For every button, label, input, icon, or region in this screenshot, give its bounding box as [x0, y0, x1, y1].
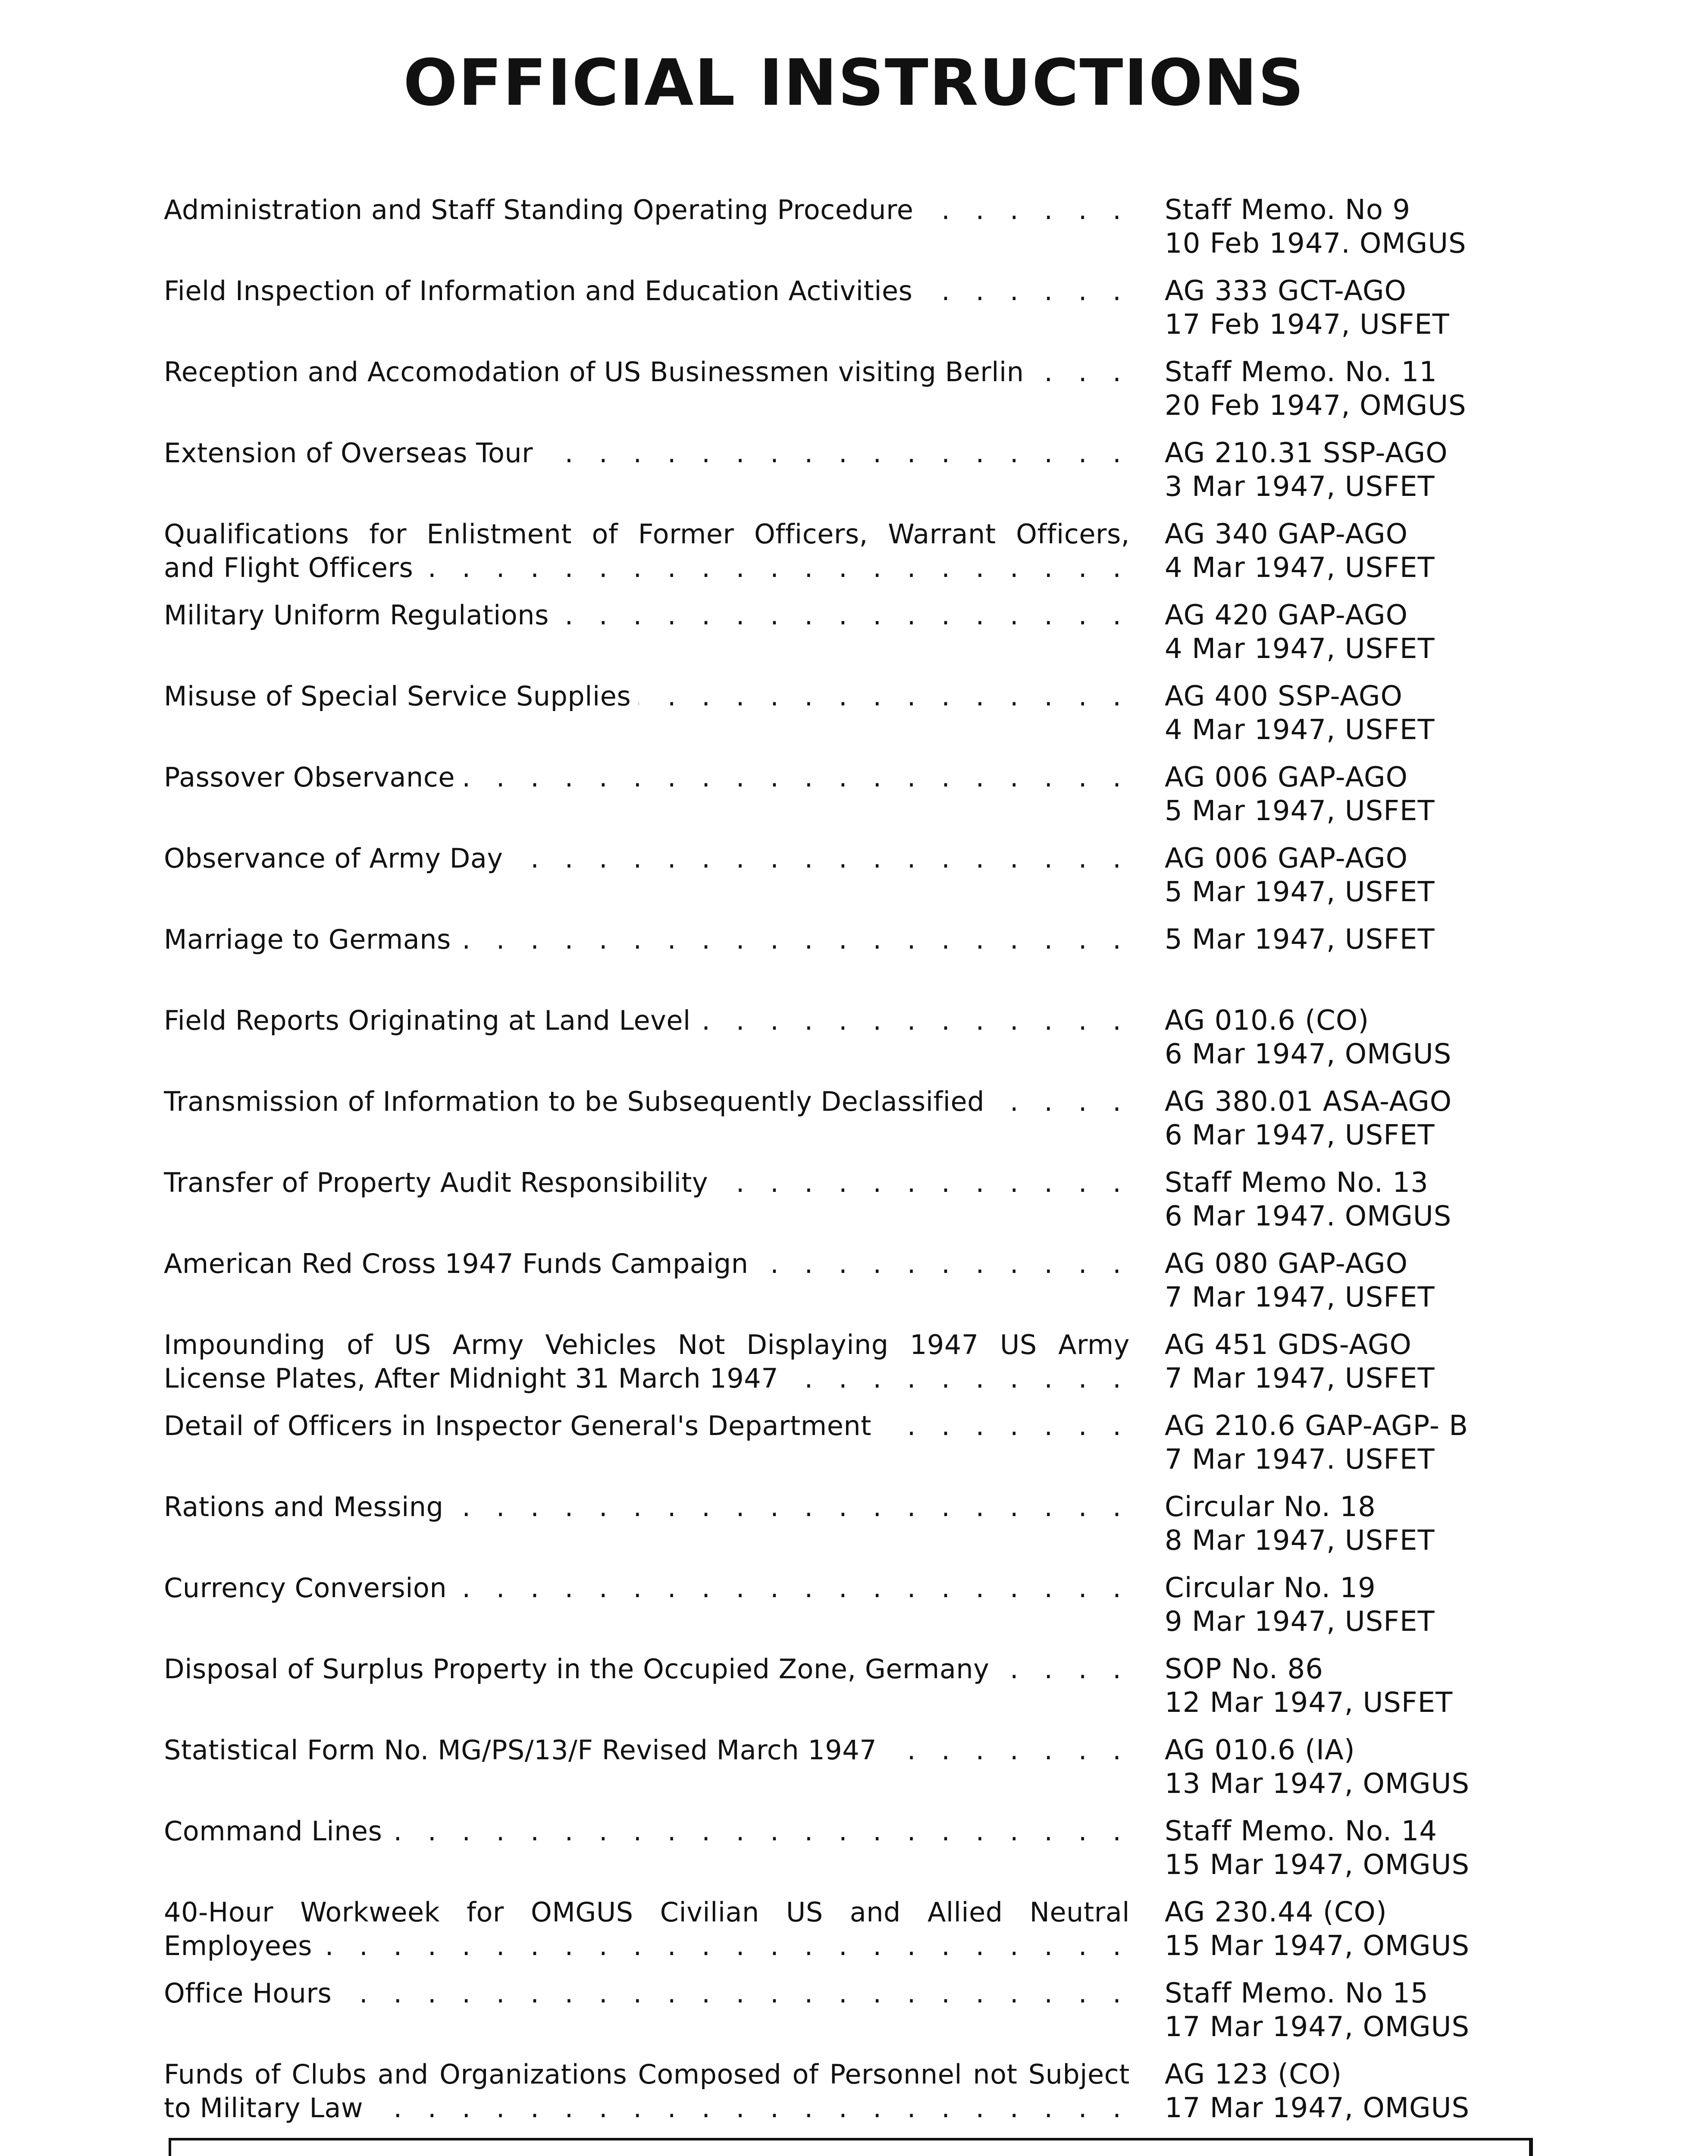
instruction-reference-line: 8 Mar 1947, USFET [1165, 1525, 1435, 1557]
instruction-reference [1165, 1571, 1596, 1639]
instruction-reference-line: AG 010.6 (CO) [1165, 1005, 1370, 1037]
instruction-subject [164, 355, 1130, 389]
instruction-reference-line: AG 123 (CO) [1165, 2059, 1342, 2090]
instruction-subject-line: Funds of Clubs and Organizations Composed of Personnel not Subject [164, 2059, 1130, 2090]
instruction-reference-line: 9 Mar 1947, USFET [1165, 1606, 1435, 1638]
instruction-reference-line: 7 Mar 1947, USFET [1165, 1282, 1435, 1313]
instruction-subject-text: Transfer of Property Audit Responsibility [164, 1167, 716, 1198]
instruction-subject-text: Extension of Overseas Tour [164, 437, 541, 469]
instruction-subject [164, 1004, 1130, 1037]
instruction-subject [164, 517, 1130, 585]
instruction-entry [164, 1977, 1639, 2044]
instruction-subject [164, 1085, 1130, 1119]
instruction-subject-text: Transmission of Information to be Subsequently Declassified [164, 1086, 992, 1117]
instruction-reference-line: AG 080 GAP-AGO [1165, 1248, 1408, 1280]
instruction-entry [164, 923, 1639, 990]
instruction-reference [1165, 1328, 1596, 1395]
instruction-reference [1165, 923, 1596, 956]
instruction-reference-line: Circular No. 19 [1165, 1572, 1376, 1604]
instruction-reference-line: 12 Mar 1947, USFET [1165, 1687, 1453, 1719]
instruction-reference [1165, 2058, 1596, 2125]
instruction-reference-line: 20 Feb 1947, OMGUS [1165, 390, 1467, 422]
instruction-subject [164, 1571, 1130, 1605]
instruction-entry [164, 355, 1639, 423]
instruction-entry [164, 1733, 1639, 1801]
instruction-reference-line: 15 Mar 1947, OMGUS [1165, 1930, 1470, 1962]
instruction-reference [1165, 1814, 1596, 1882]
instruction-reference-line: 7 Mar 1947, USFET [1165, 1363, 1435, 1395]
instruction-entry [164, 1328, 1639, 1395]
instruction-reference-line: AG 010.6 (IA) [1165, 1734, 1355, 1766]
instruction-subject-line: Qualifications for Enlistment of Former Officers, Warrant Officers, [164, 518, 1130, 550]
instruction-subject-leader [164, 1004, 1130, 1037]
instruction-subject-leader [164, 1247, 1130, 1281]
instruction-reference [1165, 842, 1596, 909]
instruction-subject-leader [164, 355, 1130, 389]
notice-box [169, 2138, 1533, 2156]
instruction-reference [1165, 1733, 1596, 1801]
instruction-entry [164, 274, 1639, 342]
instruction-entry [164, 1166, 1639, 1233]
instruction-reference [1165, 1247, 1596, 1314]
instruction-subject-text: Misuse of Special Service Supplies [164, 680, 639, 712]
instruction-subject [164, 761, 1130, 794]
instruction-reference-line: 17 Feb 1947, USFET [1165, 309, 1450, 341]
instruction-reference [1165, 1166, 1596, 1233]
instruction-subject-text: Administration and Staff Standing Operating Procedure [164, 194, 921, 226]
instruction-subject-text: Currency Conversion [164, 1572, 454, 1604]
instruction-subject-text: Rations and Messing [164, 1491, 451, 1523]
instruction-subject [164, 274, 1130, 308]
instruction-entry [164, 1247, 1639, 1314]
instruction-entry [164, 1409, 1639, 1476]
instruction-entry [164, 436, 1639, 504]
instructions-list [164, 193, 1639, 2139]
instruction-subject-text: and Flight Officers [164, 552, 421, 583]
instruction-subject-leader [164, 1166, 1130, 1200]
instruction-reference [1165, 274, 1596, 342]
instruction-subject-leader [164, 923, 1130, 956]
instruction-subject-text: Observance of Army Day [164, 843, 511, 874]
instruction-subject [164, 1409, 1130, 1443]
instruction-reference-line: 17 Mar 1947, OMGUS [1165, 2011, 1470, 2043]
instruction-reference [1165, 1977, 1596, 2044]
instruction-reference-line: AG 006 GAP-AGO [1165, 761, 1408, 793]
instruction-subject [164, 2058, 1130, 2125]
instruction-subject-leader [164, 1490, 1130, 1524]
instruction-subject [164, 193, 1130, 227]
instruction-subject-leader [164, 1085, 1130, 1119]
instruction-subject-leader [164, 1652, 1130, 1686]
instruction-reference [1165, 517, 1596, 585]
instruction-reference-line: 6 Mar 1947. OMGUS [1165, 1200, 1452, 1232]
instruction-reference-line: AG 210.6 GAP-AGP- B [1165, 1410, 1469, 1442]
instruction-subject-text: Military Uniform Regulations [164, 599, 557, 631]
instruction-subject-text: Disposal of Surplus Property in the Occupied Zone, Germany [164, 1653, 997, 1685]
instruction-subject [164, 923, 1130, 956]
instruction-subject [164, 842, 1130, 875]
instruction-subject-line: 40-Hour Workweek for OMGUS Civilian US and Allied Neutral [164, 1896, 1130, 1928]
instruction-entry [164, 680, 1639, 747]
instruction-subject [164, 680, 1130, 713]
instruction-entry [164, 517, 1639, 585]
instruction-entry [164, 1085, 1639, 1152]
instruction-subject-leader [164, 1362, 1130, 1395]
instruction-reference-line: 7 Mar 1947. USFET [1165, 1444, 1435, 1476]
instruction-reference-line: Circular No. 18 [1165, 1491, 1376, 1523]
instruction-subject-text: Field Inspection of Information and Education Activities [164, 275, 920, 307]
instruction-entry [164, 599, 1639, 666]
instruction-reference-line: Staff Memo. No. 11 [1165, 356, 1438, 388]
instruction-entry [164, 842, 1639, 909]
instruction-subject-leader [164, 599, 1130, 632]
instruction-entry [164, 1896, 1639, 1963]
instruction-subject-text: Field Reports Originating at Land Level [164, 1005, 699, 1036]
instruction-reference-line: Staff Memo. No 15 [1165, 1977, 1429, 2009]
instruction-reference-line: 13 Mar 1947, OMGUS [1165, 1768, 1470, 1800]
instruction-reference-line: 4 Mar 1947, USFET [1165, 633, 1435, 665]
instruction-subject-text: Detail of Officers in Inspector General's Department [164, 1410, 879, 1442]
instruction-reference [1165, 761, 1596, 828]
instruction-entry [164, 1571, 1639, 1639]
instruction-entry [164, 1814, 1639, 1882]
instruction-subject-leader [164, 1977, 1130, 2010]
instruction-reference-line: Staff Memo No. 13 [1165, 1167, 1429, 1199]
instruction-reference [1165, 436, 1596, 504]
instruction-reference [1165, 1490, 1596, 1557]
instruction-reference-line: 4 Mar 1947, USFET [1165, 714, 1435, 746]
instruction-subject [164, 1977, 1130, 2010]
instruction-subject [164, 1328, 1130, 1395]
instruction-reference [1165, 193, 1596, 260]
instruction-entry [164, 1490, 1639, 1557]
instruction-reference-line: 15 Mar 1947, OMGUS [1165, 1849, 1470, 1881]
instruction-subject-leader [164, 1409, 1130, 1443]
instruction-subject-text: Reception and Accomodation of US Businessmen visiting Berlin [164, 356, 1032, 388]
instruction-entry [164, 1004, 1639, 1071]
instruction-reference [1165, 1004, 1596, 1071]
instruction-subject-leader [164, 193, 1130, 227]
instruction-subject-leader [164, 436, 1130, 470]
instruction-subject [164, 1814, 1130, 1848]
instruction-reference-line: AG 340 GAP-AGO [1165, 518, 1408, 550]
instruction-reference [1165, 1409, 1596, 1476]
instruction-reference-line: AG 210.31 SSP-AGO [1165, 437, 1448, 469]
instruction-subject-leader [164, 274, 1130, 308]
instruction-subject-text: Passover Observance [164, 761, 463, 793]
instruction-reference-line: 6 Mar 1947, USFET [1165, 1119, 1435, 1151]
instruction-reference-line: AG 451 GDS-AGO [1165, 1329, 1412, 1361]
instruction-reference-line: Staff Memo. No 9 [1165, 194, 1411, 226]
instruction-subject [164, 436, 1130, 470]
page-title: OFFICIAL INSTRUCTIONS [403, 46, 1305, 120]
instruction-subject-leader [164, 1814, 1130, 1848]
instruction-subject [164, 1166, 1130, 1200]
instruction-subject-leader [164, 1571, 1130, 1605]
instruction-reference-line: Staff Memo. No. 14 [1165, 1815, 1438, 1847]
instruction-subject-leader [164, 2091, 1130, 2125]
instruction-reference [1165, 599, 1596, 666]
instruction-subject [164, 1733, 1130, 1767]
instruction-reference-line: SOP No. 86 [1165, 1653, 1323, 1685]
instruction-reference-line: 5 Mar 1947, USFET [1165, 924, 1435, 956]
instruction-subject-leader [164, 842, 1130, 875]
instruction-subject-text: Statistical Form No. MG/PS/13/F Revised March 1947 [164, 1734, 884, 1766]
instruction-reference-line: 17 Mar 1947, OMGUS [1165, 2092, 1470, 2124]
instruction-reference-line: AG 006 GAP-AGO [1165, 843, 1408, 874]
instruction-subject-text: American Red Cross 1947 Funds Campaign [164, 1248, 756, 1279]
instruction-subject-text: Office Hours [164, 1977, 339, 2009]
instruction-reference-line: AG 380.01 ASA-AGO [1165, 1086, 1452, 1118]
instruction-reference-line: 6 Mar 1947, OMGUS [1165, 1038, 1452, 1070]
instruction-reference-line: 5 Mar 1947, USFET [1165, 876, 1435, 908]
instruction-reference [1165, 680, 1596, 747]
instruction-reference [1165, 1085, 1596, 1152]
instruction-reference [1165, 355, 1596, 423]
instruction-reference-line: AG 420 GAP-AGO [1165, 599, 1408, 631]
instruction-entry [164, 761, 1639, 828]
instruction-subject [164, 1652, 1130, 1686]
instruction-entry [164, 193, 1639, 260]
instruction-subject-text: Employees [164, 1930, 320, 1962]
instruction-subject-text: Command Lines [164, 1815, 390, 1847]
instruction-subject-leader [164, 680, 1130, 713]
instruction-subject [164, 599, 1130, 632]
instruction-subject [164, 1247, 1130, 1281]
instruction-subject [164, 1490, 1130, 1524]
instruction-reference-line: AG 400 SSP-AGO [1165, 680, 1403, 712]
instruction-reference-line: AG 230.44 (CO) [1165, 1896, 1387, 1928]
instruction-reference [1165, 1896, 1596, 1963]
instruction-subject-leader [164, 761, 1130, 794]
instruction-subject-text: to Military Law [164, 2092, 371, 2124]
instruction-entry [164, 1652, 1639, 1720]
instruction-reference-line: AG 333 GCT-AGO [1165, 275, 1407, 307]
instruction-subject-text: License Plates, After Midnight 31 March 1947 [164, 1363, 786, 1394]
instruction-reference-line: 5 Mar 1947, USFET [1165, 795, 1435, 827]
instruction-subject-line: Impounding of US Army Vehicles Not Displaying 1947 US Army [164, 1329, 1130, 1360]
instruction-subject [164, 1896, 1130, 1963]
instruction-subject-text: Marriage to Germans [164, 924, 459, 955]
instruction-entry [164, 2058, 1639, 2125]
instruction-reference-line: 4 Mar 1947, USFET [1165, 552, 1435, 584]
instruction-reference-line: 10 Feb 1947. OMGUS [1165, 228, 1467, 260]
instruction-reference [1165, 1652, 1596, 1720]
instruction-reference-line: 3 Mar 1947, USFET [1165, 471, 1435, 503]
instruction-subject-leader [164, 1733, 1130, 1767]
instruction-subject-leader [164, 1929, 1130, 1963]
instruction-subject-leader [164, 551, 1130, 585]
